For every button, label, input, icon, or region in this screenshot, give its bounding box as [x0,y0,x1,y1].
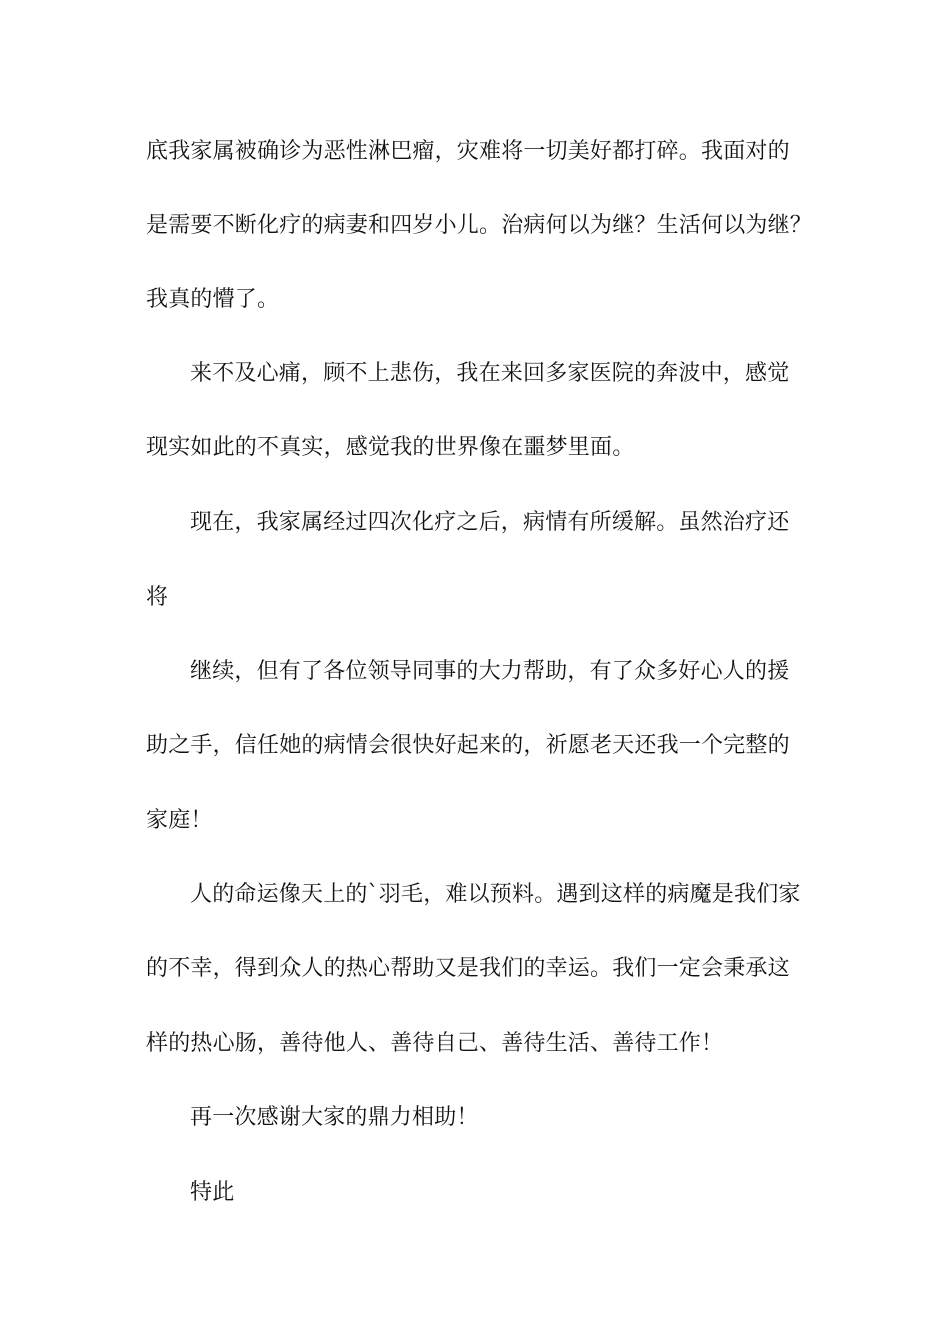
paragraph-7-line-1: 特此 [190,1180,235,1205]
paragraph-2-line-1: 来不及心痛，顾不上悲伤，我在来回多家医院的奔波中，感觉 [190,361,790,386]
paragraph-1-line-3: 我真的懵了。 [146,287,280,312]
paragraph-3-line-2: 将 [146,585,169,610]
paragraph-3-line-1: 现在，我家属经过四次化疗之后，病情有所缓解。虽然治疗还 [190,510,790,535]
paragraph-1-line-2: 是需要不断化疗的病妻和四岁小儿。治病何以为继？生活何以为继？ [146,213,813,238]
paragraph-5-line-2: 的不幸，得到众人的热心帮助又是我们的幸运。我们一定会秉承这 [146,956,790,981]
paragraph-5-line-1: 人的命运像天上的`羽毛，难以预料。遇到这样的病魔是我们家 [190,882,801,907]
paragraph-2-line-2: 现实如此的不真实，感觉我的世界像在噩梦里面。 [146,435,635,460]
paragraph-4-line-1: 继续，但有了各位领导同事的大力帮助，有了众多好心人的援 [190,659,790,684]
paragraph-1-line-1: 底我家属被确诊为恶性淋巴瘤，灾难将一切美好都打碎。我面对的 [146,139,790,164]
paragraph-5-line-3: 样的热心肠，善待他人、善待自己、善待生活、善待工作！ [146,1031,724,1056]
paragraph-4-line-2: 助之手，信任她的病情会很快好起来的，祈愿老天还我一个完整的 [146,733,790,758]
paragraph-6-line-1: 再一次感谢大家的鼎力相助！ [190,1105,479,1130]
paragraph-4-line-3: 家庭！ [146,808,213,833]
